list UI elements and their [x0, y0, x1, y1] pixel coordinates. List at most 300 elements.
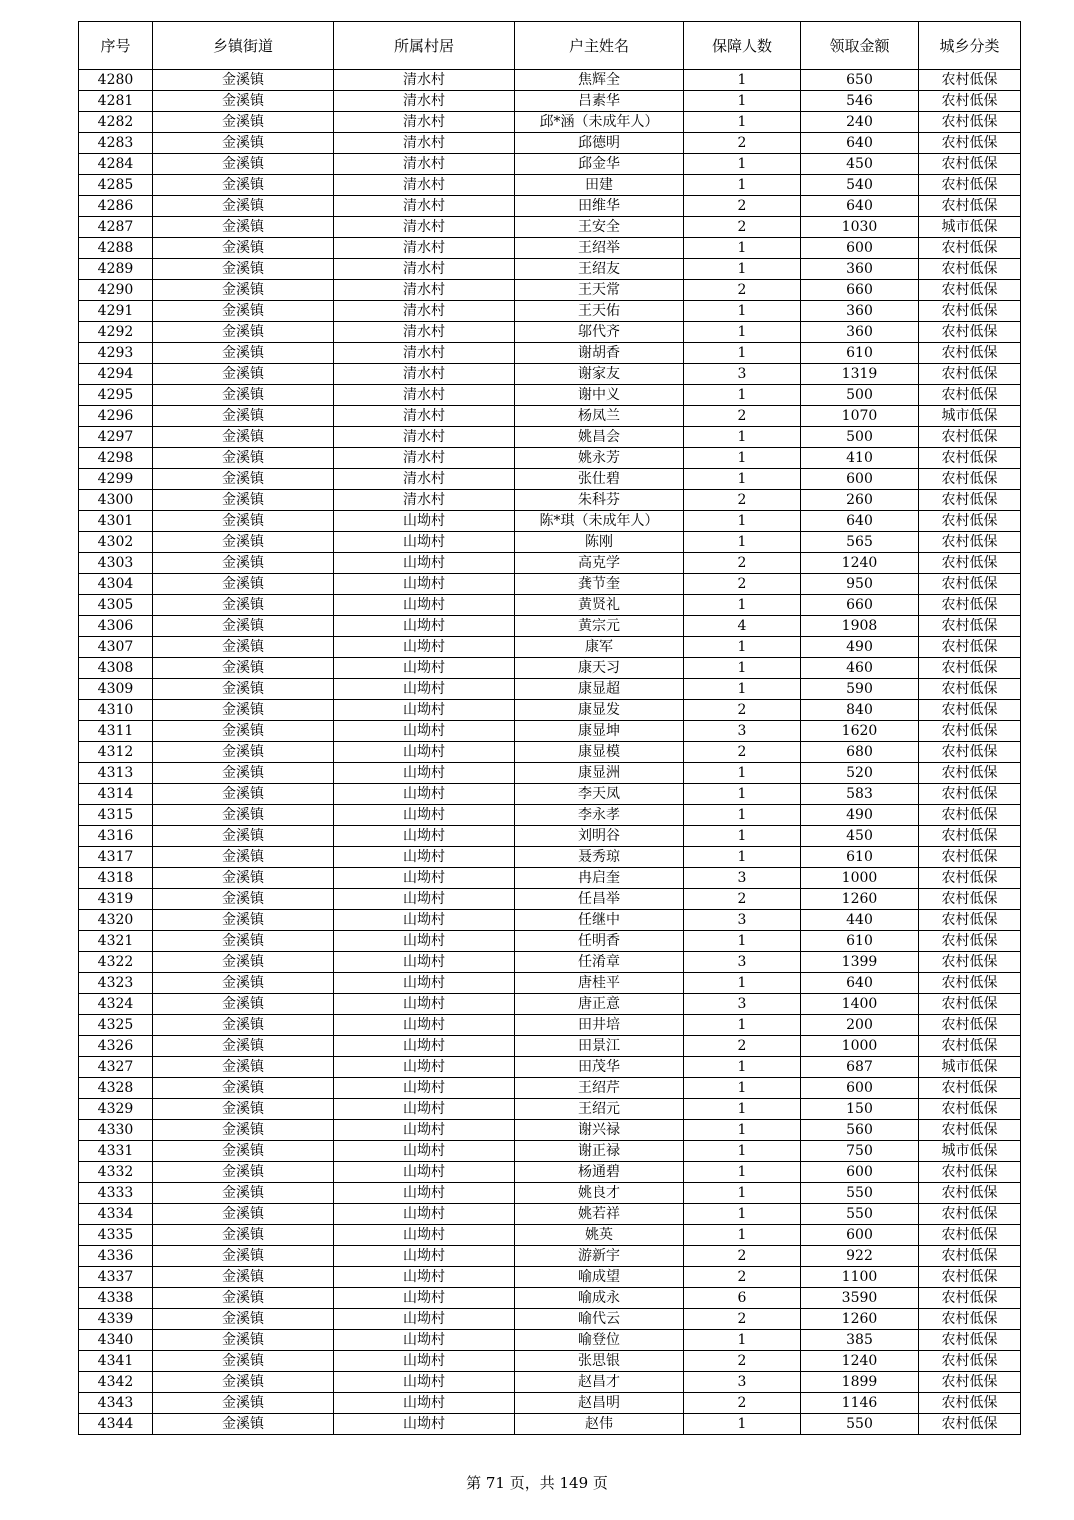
cell-town: 金溪镇 — [153, 1288, 334, 1309]
cell-category: 农村低保 — [919, 343, 1021, 364]
cell-persons: 3 — [684, 721, 801, 742]
cell-amount: 640 — [801, 973, 919, 994]
table-row — [79, 1078, 1021, 1099]
cell-village: 山坳村 — [334, 1120, 515, 1141]
cell-category: 农村低保 — [919, 616, 1021, 637]
table-row — [79, 931, 1021, 952]
page-number: 第 71 页，共 149 页 — [466, 1474, 608, 1492]
cell-village: 清水村 — [334, 469, 515, 490]
cell-village: 山坳村 — [334, 1078, 515, 1099]
cell-category: 农村低保 — [919, 1414, 1021, 1435]
cell-town: 金溪镇 — [153, 511, 334, 532]
cell-town: 金溪镇 — [153, 742, 334, 763]
cell-category: 农村低保 — [919, 889, 1021, 910]
cell-householder: 姚昌会 — [515, 427, 684, 448]
cell-persons: 1 — [684, 679, 801, 700]
table-row — [79, 1141, 1021, 1162]
cell-amount: 1319 — [801, 364, 919, 385]
cell-amount: 546 — [801, 91, 919, 112]
cell-village: 清水村 — [334, 70, 515, 91]
cell-amount: 640 — [801, 511, 919, 532]
cell-category: 农村低保 — [919, 1162, 1021, 1183]
cell-village: 山坳村 — [334, 1183, 515, 1204]
cell-householder: 喻登位 — [515, 1330, 684, 1351]
cell-persons: 1 — [684, 1330, 801, 1351]
cell-persons: 1 — [684, 70, 801, 91]
cell-householder: 康显发 — [515, 700, 684, 721]
cell-town: 金溪镇 — [153, 217, 334, 238]
cell-town: 金溪镇 — [153, 175, 334, 196]
cell-town: 金溪镇 — [153, 1078, 334, 1099]
cell-persons: 2 — [684, 1267, 801, 1288]
cell-amount: 1240 — [801, 553, 919, 574]
cell-amount: 660 — [801, 280, 919, 301]
table-row — [79, 217, 1021, 238]
cell-householder: 唐桂平 — [515, 973, 684, 994]
cell-town: 金溪镇 — [153, 700, 334, 721]
cell-householder: 邱*涵（未成年人） — [515, 112, 684, 133]
table-row — [79, 490, 1021, 511]
cell-serial: 4318 — [79, 868, 153, 889]
cell-serial: 4331 — [79, 1141, 153, 1162]
cell-serial: 4341 — [79, 1351, 153, 1372]
cell-category: 农村低保 — [919, 154, 1021, 175]
cell-householder: 李天凤 — [515, 784, 684, 805]
table-row — [79, 406, 1021, 427]
cell-town: 金溪镇 — [153, 763, 334, 784]
cell-village: 清水村 — [334, 406, 515, 427]
cell-persons: 1 — [684, 511, 801, 532]
cell-category: 农村低保 — [919, 280, 1021, 301]
cell-village: 山坳村 — [334, 742, 515, 763]
cell-category: 农村低保 — [919, 763, 1021, 784]
table-row — [79, 595, 1021, 616]
cell-town: 金溪镇 — [153, 154, 334, 175]
cell-amount: 460 — [801, 658, 919, 679]
table-row — [79, 1351, 1021, 1372]
cell-serial: 4323 — [79, 973, 153, 994]
cell-persons: 1 — [684, 1057, 801, 1078]
cell-serial: 4311 — [79, 721, 153, 742]
cell-householder: 李永孝 — [515, 805, 684, 826]
cell-category: 农村低保 — [919, 1120, 1021, 1141]
cell-persons: 1 — [684, 931, 801, 952]
table-row — [79, 280, 1021, 301]
cell-householder: 陈刚 — [515, 532, 684, 553]
cell-category: 农村低保 — [919, 1351, 1021, 1372]
cell-village: 山坳村 — [334, 889, 515, 910]
table-row — [79, 1057, 1021, 1078]
cell-amount: 687 — [801, 1057, 919, 1078]
cell-town: 金溪镇 — [153, 637, 334, 658]
header-village: 所属村居 — [334, 22, 515, 70]
cell-serial: 4338 — [79, 1288, 153, 1309]
cell-town: 金溪镇 — [153, 1351, 334, 1372]
cell-serial: 4320 — [79, 910, 153, 931]
cell-serial: 4321 — [79, 931, 153, 952]
cell-persons: 2 — [684, 406, 801, 427]
cell-serial: 4329 — [79, 1099, 153, 1120]
cell-village: 山坳村 — [334, 574, 515, 595]
table-row — [79, 196, 1021, 217]
cell-amount: 1030 — [801, 217, 919, 238]
cell-amount: 1399 — [801, 952, 919, 973]
cell-amount: 750 — [801, 1141, 919, 1162]
cell-amount: 1070 — [801, 406, 919, 427]
cell-householder: 王绍举 — [515, 238, 684, 259]
cell-village: 山坳村 — [334, 1141, 515, 1162]
cell-category: 农村低保 — [919, 973, 1021, 994]
table-row — [79, 385, 1021, 406]
cell-category: 农村低保 — [919, 679, 1021, 700]
table-row — [79, 868, 1021, 889]
cell-amount: 600 — [801, 1078, 919, 1099]
cell-village: 山坳村 — [334, 931, 515, 952]
cell-persons: 1 — [684, 343, 801, 364]
cell-householder: 游新宇 — [515, 1246, 684, 1267]
cell-village: 清水村 — [334, 448, 515, 469]
cell-amount: 610 — [801, 931, 919, 952]
cell-village: 山坳村 — [334, 1330, 515, 1351]
table-row — [79, 70, 1021, 91]
cell-category: 农村低保 — [919, 1183, 1021, 1204]
cell-amount: 410 — [801, 448, 919, 469]
cell-village: 山坳村 — [334, 994, 515, 1015]
cell-category: 农村低保 — [919, 847, 1021, 868]
cell-serial: 4335 — [79, 1225, 153, 1246]
cell-town: 金溪镇 — [153, 1120, 334, 1141]
cell-village: 清水村 — [334, 175, 515, 196]
cell-persons: 3 — [684, 994, 801, 1015]
cell-householder: 谢胡香 — [515, 343, 684, 364]
cell-village: 山坳村 — [334, 784, 515, 805]
cell-category: 农村低保 — [919, 700, 1021, 721]
cell-persons: 2 — [684, 1036, 801, 1057]
cell-amount: 550 — [801, 1414, 919, 1435]
cell-category: 城市低保 — [919, 217, 1021, 238]
cell-town: 金溪镇 — [153, 1372, 334, 1393]
table-body — [79, 70, 1021, 1435]
cell-category: 农村低保 — [919, 1204, 1021, 1225]
cell-category: 农村低保 — [919, 70, 1021, 91]
cell-persons: 1 — [684, 112, 801, 133]
cell-category: 农村低保 — [919, 427, 1021, 448]
cell-town: 金溪镇 — [153, 1162, 334, 1183]
cell-persons: 2 — [684, 1246, 801, 1267]
cell-town: 金溪镇 — [153, 490, 334, 511]
cell-village: 山坳村 — [334, 637, 515, 658]
cell-category: 农村低保 — [919, 1267, 1021, 1288]
cell-amount: 640 — [801, 196, 919, 217]
cell-householder: 姚永芳 — [515, 448, 684, 469]
cell-householder: 康显模 — [515, 742, 684, 763]
cell-village: 山坳村 — [334, 616, 515, 637]
cell-householder: 任淆章 — [515, 952, 684, 973]
cell-category: 农村低保 — [919, 259, 1021, 280]
cell-serial: 4308 — [79, 658, 153, 679]
cell-persons: 1 — [684, 532, 801, 553]
cell-persons: 2 — [684, 490, 801, 511]
cell-persons: 1 — [684, 1015, 801, 1036]
cell-village: 山坳村 — [334, 679, 515, 700]
cell-category: 农村低保 — [919, 1225, 1021, 1246]
cell-householder: 唐正意 — [515, 994, 684, 1015]
cell-village: 清水村 — [334, 91, 515, 112]
cell-persons: 1 — [684, 91, 801, 112]
cell-town: 金溪镇 — [153, 1099, 334, 1120]
cell-persons: 1 — [684, 175, 801, 196]
header-persons: 保障人数 — [684, 22, 801, 70]
cell-amount: 385 — [801, 1330, 919, 1351]
cell-householder: 谢家友 — [515, 364, 684, 385]
cell-serial: 4293 — [79, 343, 153, 364]
cell-category: 农村低保 — [919, 1036, 1021, 1057]
cell-category: 农村低保 — [919, 238, 1021, 259]
header-householder: 户主姓名 — [515, 22, 684, 70]
cell-category: 农村低保 — [919, 448, 1021, 469]
table-row — [79, 1309, 1021, 1330]
cell-town: 金溪镇 — [153, 847, 334, 868]
table-row — [79, 1246, 1021, 1267]
cell-householder: 王绍芹 — [515, 1078, 684, 1099]
table-row — [79, 364, 1021, 385]
table-row — [79, 973, 1021, 994]
table-row — [79, 847, 1021, 868]
cell-category: 农村低保 — [919, 574, 1021, 595]
cell-category: 农村低保 — [919, 805, 1021, 826]
cell-town: 金溪镇 — [153, 469, 334, 490]
cell-town: 金溪镇 — [153, 1204, 334, 1225]
cell-category: 农村低保 — [919, 595, 1021, 616]
cell-town: 金溪镇 — [153, 1225, 334, 1246]
cell-amount: 650 — [801, 70, 919, 91]
table-row — [79, 1288, 1021, 1309]
cell-householder: 赵昌才 — [515, 1372, 684, 1393]
table-row — [79, 952, 1021, 973]
table-row — [79, 511, 1021, 532]
cell-serial: 4315 — [79, 805, 153, 826]
cell-village: 山坳村 — [334, 1393, 515, 1414]
cell-town: 金溪镇 — [153, 133, 334, 154]
table-row — [79, 553, 1021, 574]
cell-householder: 田维华 — [515, 196, 684, 217]
cell-village: 山坳村 — [334, 700, 515, 721]
cell-amount: 3590 — [801, 1288, 919, 1309]
cell-category: 农村低保 — [919, 1078, 1021, 1099]
cell-serial: 4297 — [79, 427, 153, 448]
cell-householder: 谢中义 — [515, 385, 684, 406]
cell-persons: 2 — [684, 889, 801, 910]
cell-amount: 640 — [801, 133, 919, 154]
cell-persons: 3 — [684, 1372, 801, 1393]
cell-serial: 4302 — [79, 532, 153, 553]
header-amount: 领取金额 — [801, 22, 919, 70]
cell-village: 山坳村 — [334, 847, 515, 868]
cell-persons: 1 — [684, 1141, 801, 1162]
cell-householder: 邱德明 — [515, 133, 684, 154]
cell-town: 金溪镇 — [153, 721, 334, 742]
cell-town: 金溪镇 — [153, 1015, 334, 1036]
cell-category: 农村低保 — [919, 826, 1021, 847]
table-row — [79, 1162, 1021, 1183]
table-row — [79, 784, 1021, 805]
cell-amount: 660 — [801, 595, 919, 616]
cell-serial: 4282 — [79, 112, 153, 133]
cell-amount: 565 — [801, 532, 919, 553]
cell-amount: 520 — [801, 763, 919, 784]
table-header — [79, 22, 1021, 70]
table-row — [79, 1372, 1021, 1393]
cell-serial: 4334 — [79, 1204, 153, 1225]
cell-serial: 4309 — [79, 679, 153, 700]
cell-town: 金溪镇 — [153, 448, 334, 469]
cell-householder: 康显坤 — [515, 721, 684, 742]
cell-amount: 600 — [801, 1225, 919, 1246]
table-row — [79, 616, 1021, 637]
cell-persons: 1 — [684, 1204, 801, 1225]
cell-persons: 2 — [684, 574, 801, 595]
cell-village: 清水村 — [334, 490, 515, 511]
cell-persons: 6 — [684, 1288, 801, 1309]
cell-amount: 490 — [801, 637, 919, 658]
cell-amount: 922 — [801, 1246, 919, 1267]
cell-amount: 200 — [801, 1015, 919, 1036]
cell-serial: 4294 — [79, 364, 153, 385]
cell-persons: 3 — [684, 910, 801, 931]
cell-town: 金溪镇 — [153, 1330, 334, 1351]
cell-category: 农村低保 — [919, 469, 1021, 490]
table-row — [79, 133, 1021, 154]
cell-category: 农村低保 — [919, 196, 1021, 217]
cell-category: 农村低保 — [919, 301, 1021, 322]
cell-householder: 喻成永 — [515, 1288, 684, 1309]
cell-householder: 康天习 — [515, 658, 684, 679]
cell-serial: 4301 — [79, 511, 153, 532]
cell-village: 山坳村 — [334, 1057, 515, 1078]
cell-serial: 4330 — [79, 1120, 153, 1141]
table-row — [79, 1414, 1021, 1435]
table-row — [79, 112, 1021, 133]
cell-householder: 喻代云 — [515, 1309, 684, 1330]
cell-category: 农村低保 — [919, 1309, 1021, 1330]
cell-village: 山坳村 — [334, 1372, 515, 1393]
cell-persons: 1 — [684, 1120, 801, 1141]
table-row — [79, 763, 1021, 784]
cell-serial: 4286 — [79, 196, 153, 217]
cell-householder: 任继中 — [515, 910, 684, 931]
cell-persons: 3 — [684, 952, 801, 973]
cell-amount: 610 — [801, 847, 919, 868]
cell-category: 农村低保 — [919, 1015, 1021, 1036]
cell-persons: 2 — [684, 217, 801, 238]
cell-persons: 1 — [684, 784, 801, 805]
cell-serial: 4343 — [79, 1393, 153, 1414]
cell-village: 山坳村 — [334, 595, 515, 616]
table-row — [79, 1393, 1021, 1414]
cell-village: 山坳村 — [334, 1099, 515, 1120]
cell-village: 山坳村 — [334, 910, 515, 931]
cell-town: 金溪镇 — [153, 196, 334, 217]
cell-persons: 2 — [684, 280, 801, 301]
header-town: 乡镇街道 — [153, 22, 334, 70]
cell-category: 农村低保 — [919, 364, 1021, 385]
cell-category: 农村低保 — [919, 658, 1021, 679]
table-row — [79, 994, 1021, 1015]
cell-village: 清水村 — [334, 112, 515, 133]
cell-persons: 1 — [684, 805, 801, 826]
cell-serial: 4340 — [79, 1330, 153, 1351]
cell-persons: 1 — [684, 1225, 801, 1246]
cell-householder: 康显超 — [515, 679, 684, 700]
cell-village: 清水村 — [334, 154, 515, 175]
cell-amount: 440 — [801, 910, 919, 931]
cell-persons: 1 — [684, 427, 801, 448]
table-row — [79, 1225, 1021, 1246]
cell-persons: 2 — [684, 553, 801, 574]
cell-serial: 4284 — [79, 154, 153, 175]
cell-town: 金溪镇 — [153, 679, 334, 700]
table-row — [79, 175, 1021, 196]
cell-householder: 杨通碧 — [515, 1162, 684, 1183]
cell-persons: 1 — [684, 301, 801, 322]
table-row — [79, 448, 1021, 469]
cell-town: 金溪镇 — [153, 1309, 334, 1330]
cell-serial: 4344 — [79, 1414, 153, 1435]
table-row — [79, 574, 1021, 595]
cell-category: 农村低保 — [919, 721, 1021, 742]
cell-householder: 黄宗元 — [515, 616, 684, 637]
table-row — [79, 238, 1021, 259]
cell-serial: 4290 — [79, 280, 153, 301]
cell-village: 清水村 — [334, 301, 515, 322]
table-row — [79, 1036, 1021, 1057]
cell-category: 农村低保 — [919, 1246, 1021, 1267]
cell-category: 农村低保 — [919, 385, 1021, 406]
table-row — [79, 322, 1021, 343]
cell-persons: 1 — [684, 847, 801, 868]
cell-serial: 4314 — [79, 784, 153, 805]
cell-amount: 560 — [801, 1120, 919, 1141]
cell-amount: 1899 — [801, 1372, 919, 1393]
cell-amount: 150 — [801, 1099, 919, 1120]
cell-persons: 1 — [684, 1183, 801, 1204]
cell-amount: 360 — [801, 301, 919, 322]
cell-category: 城市低保 — [919, 1057, 1021, 1078]
cell-serial: 4336 — [79, 1246, 153, 1267]
cell-category: 农村低保 — [919, 511, 1021, 532]
cell-householder: 任明香 — [515, 931, 684, 952]
cell-persons: 1 — [684, 469, 801, 490]
cell-category: 农村低保 — [919, 175, 1021, 196]
cell-village: 山坳村 — [334, 1246, 515, 1267]
cell-amount: 950 — [801, 574, 919, 595]
cell-village: 山坳村 — [334, 1267, 515, 1288]
cell-town: 金溪镇 — [153, 910, 334, 931]
cell-town: 金溪镇 — [153, 322, 334, 343]
cell-householder: 田景江 — [515, 1036, 684, 1057]
cell-persons: 2 — [684, 1309, 801, 1330]
cell-town: 金溪镇 — [153, 112, 334, 133]
table-row — [79, 1015, 1021, 1036]
cell-serial: 4333 — [79, 1183, 153, 1204]
cell-town: 金溪镇 — [153, 343, 334, 364]
table-row — [79, 301, 1021, 322]
cell-householder: 黄贤礼 — [515, 595, 684, 616]
cell-householder: 高克学 — [515, 553, 684, 574]
cell-persons: 3 — [684, 364, 801, 385]
header-category: 城乡分类 — [919, 22, 1021, 70]
cell-persons: 2 — [684, 1351, 801, 1372]
